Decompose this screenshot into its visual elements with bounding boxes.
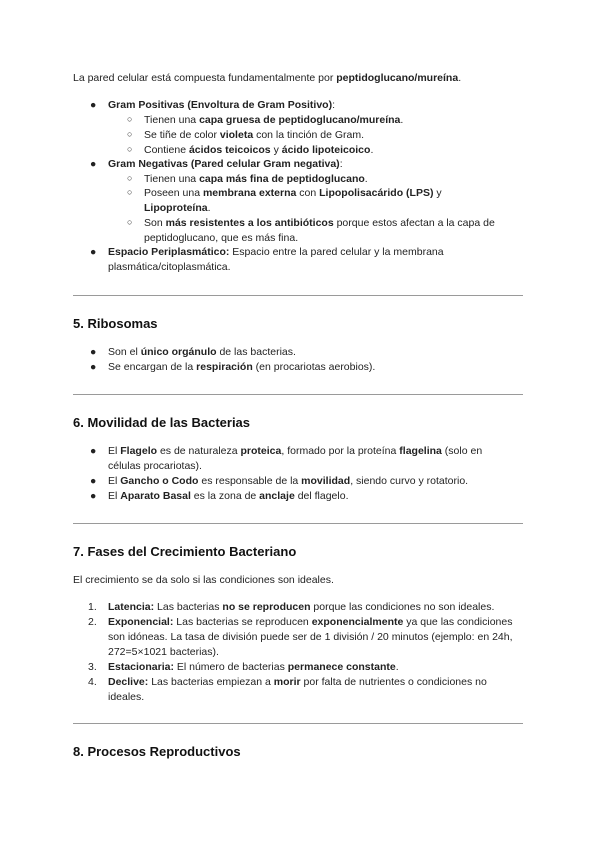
circle-bullet-icon: ○ bbox=[127, 187, 133, 197]
section-5-title: 5. Ribosomas bbox=[73, 316, 158, 331]
item-number: 4. bbox=[88, 676, 97, 688]
bullet-icon: ● bbox=[90, 445, 97, 457]
divider bbox=[73, 394, 523, 395]
divider bbox=[73, 723, 523, 724]
section-7-intro: El crecimiento se da solo si las condiciones son ideales. bbox=[73, 574, 334, 586]
bullet-icon: ● bbox=[90, 346, 97, 358]
bullet-icon: ● bbox=[90, 99, 97, 111]
bullet-icon: ● bbox=[90, 158, 97, 170]
bullet-icon: ● bbox=[90, 361, 97, 373]
section-7-title: 7. Fases del Crecimiento Bacteriano bbox=[73, 544, 297, 559]
item-number: 2. bbox=[88, 616, 97, 628]
section-6-title: 6. Movilidad de las Bacterias bbox=[73, 415, 251, 430]
section-8-title: 8. Procesos Reproductivos bbox=[73, 744, 241, 759]
document-page: La pared celular está compuesta fundamentalmente por peptidoglucano/mureína. ● Gram Positivas (Envoltura de Gram Positivo): ○ Tienen una capa gruesa de peptidoglucano/mureína. ○ Se tiñe de color violeta con la tinción de Gram. ○ Contiene ácidos teicoicos y ácido lipoteicoico. ● Gram Negativas (Pared celular Gram negativa): ○ Tienen una capa más fina de peptidoglucano. ○ Poseen una membrana externa con Lipopolisacárido (LPS) y Lipoproteína. ○ Son más resistentes a los antibióticos porque estos afectan a la capa de peptidoglucano, que es más fina. ● Espacio Periplasmático: Espacio entre la pared celular y la membrana plasmática/citoplasmática. 5. Ribosomas ● Son el único orgánulo de las bacterias. ● Se encargan de la respiración (en procariotas aerobios). 6. Movilidad de las Bacterias ● El Flagelo es de naturaleza proteica, formado por la proteína flagelina (solo en células procariotas). ● El Gancho o Codo es responsable de la movilidad, siendo curvo y rotatorio. ● El Aparato Basal es la zona de anclaje del flagelo. 7. Fases del Crecimiento Bacteriano El crecimiento se da solo si las condiciones son ideales. 1. Latencia: Las bacterias no se reproducen porque las condiciones no son ideales. 2. Exponencial: Las bacterias se reproducen exponencialmente ya que las condiciones son idóneas. La tasa de división puede ser de 1 división / 20 minutos (ejemplo: en 24h, 272=5×1021 bacterias). 3. Estacionaria: El número de bacterias permanece constante. 4. Declive: Las bacterias empiezan a morir por falta de nutrientes o condiciones no ideales. 8. Procesos Reproductivos bbox=[0, 0, 600, 848]
circle-bullet-icon: ○ bbox=[127, 129, 133, 139]
circle-bullet-icon: ○ bbox=[127, 217, 133, 227]
bullet-icon: ● bbox=[90, 246, 97, 258]
intro-paragraph: La pared celular está compuesta fundamentalmente por peptidoglucano/mureína. bbox=[73, 72, 462, 84]
item-number: 1. bbox=[88, 601, 97, 613]
item-number: 3. bbox=[88, 661, 97, 673]
divider bbox=[73, 295, 523, 296]
circle-bullet-icon: ○ bbox=[127, 144, 133, 154]
circle-bullet-icon: ○ bbox=[127, 114, 133, 124]
divider bbox=[73, 523, 523, 524]
bullet-icon: ● bbox=[90, 475, 97, 487]
circle-bullet-icon: ○ bbox=[127, 173, 133, 183]
bullet-icon: ● bbox=[90, 490, 97, 502]
